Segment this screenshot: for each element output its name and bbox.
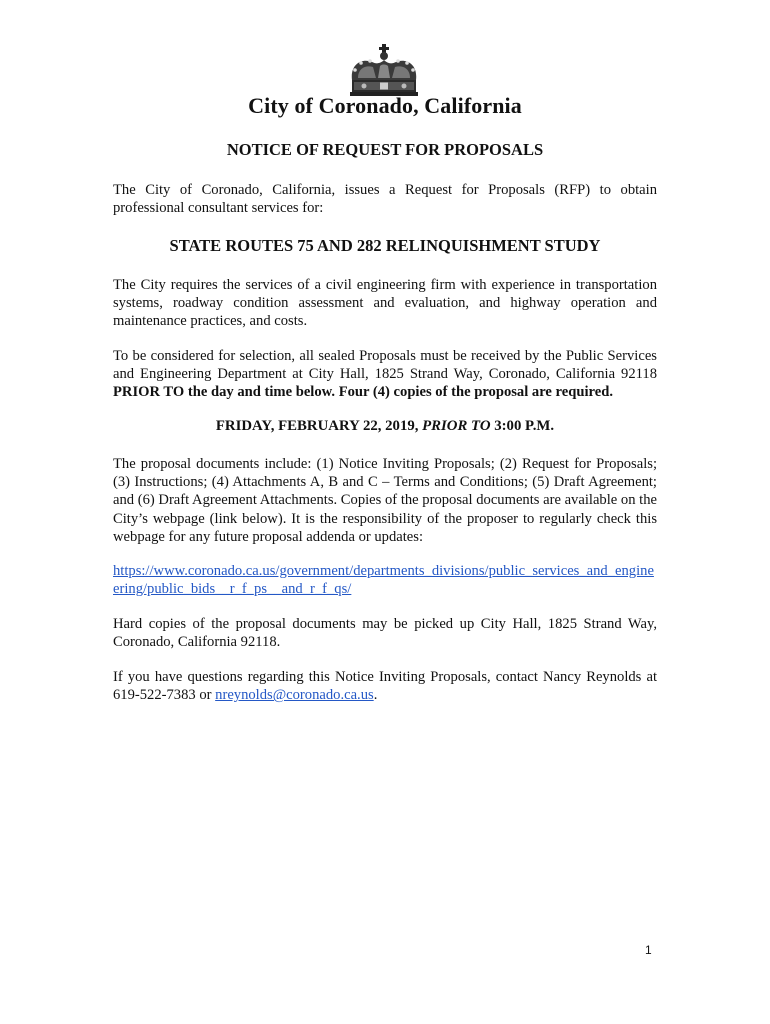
bids-url[interactable]: https://www.coronado.ca.us/government/departments_divisions/public_services_and_engineering/public_bids__r_f_ps__and_r_f_qs/ bbox=[113, 563, 654, 598]
notice-title: NOTICE OF REQUEST FOR PROPOSALS bbox=[226, 140, 544, 159]
submission-paragraph bbox=[113, 347, 657, 402]
intro-paragraph: The City of Coronado, California, issues a Request for Proposals (RFP) to obtain professional consultant services for: bbox=[113, 182, 657, 217]
city-title: City of Coronado, California bbox=[248, 93, 522, 118]
deadline bbox=[0, 418, 770, 435]
contact-paragraph bbox=[113, 668, 657, 704]
page-number: 1 bbox=[645, 943, 652, 957]
requirements-paragraph: The City requires the services of a civil engineering firm with experience in transportation systems, roadway condition assessment and evaluation, and highway operation and maintenance practices, and costs. bbox=[113, 277, 657, 330]
study-title: STATE ROUTES 75 AND 282 RELINQUISHMENT STUDY bbox=[169, 236, 601, 255]
bids-link[interactable] bbox=[113, 562, 657, 598]
crown-icon bbox=[346, 44, 422, 100]
documents-paragraph: The proposal documents include: (1) Notice Inviting Proposals; (2) Request for Proposals; (3) Instructions; (4) Attachments A, B and C – Terms and Conditions; (5) Draft Agreement; and (6) Draft Agreement Attachments. Copies of the proposal documents are available on the City’s webpage (link below). It is the responsibility of the proposer to regularly check this webpage for any future proposal addenda or updates: bbox=[113, 456, 657, 545]
deadline-time: 3:00 P.M. bbox=[490, 418, 555, 434]
hard-copies-paragraph: Hard copies of the proposal documents may be picked up City Hall, 1825 Strand Way, Coronado, California 92118. bbox=[113, 616, 657, 651]
contact-email-link[interactable]: nreynolds@coronado.ca.us bbox=[215, 687, 374, 704]
deadline-prior-to: PRIOR TO bbox=[422, 418, 491, 434]
contact-end: . bbox=[373, 687, 378, 704]
submission-text: To be considered for selection, all sealed Proposals must be received by the Public Services and Engineering Department at City Hall, 1825 Strand Way, Coronado, California 92118 bbox=[113, 348, 657, 383]
deadline-date: FRIDAY, FEBRUARY 22, 2019, bbox=[215, 418, 423, 434]
contact-text: If you have questions regarding this Notice Inviting Proposals, contact Nancy Reynolds at 619-522-7383 or bbox=[113, 669, 657, 704]
submission-bold-text: PRIOR TO the day and time below. Four (4) copies of the proposal are required. bbox=[113, 384, 613, 401]
